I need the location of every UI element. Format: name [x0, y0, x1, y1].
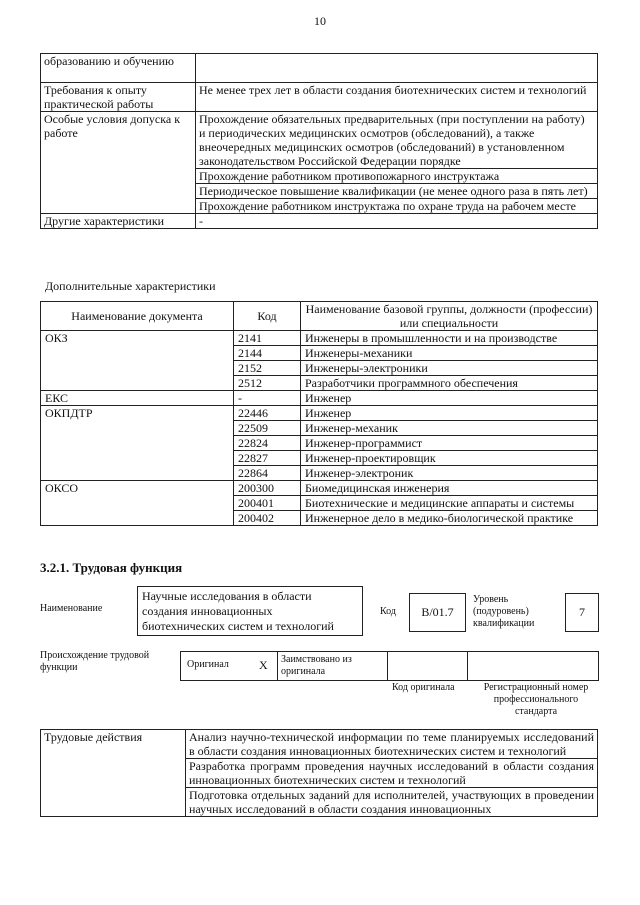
- row-value: Не менее трех лет в области создания биотехнических систем и технологий: [196, 83, 598, 112]
- header-doc: Наименование документа: [41, 302, 234, 331]
- row-value: Прохождение обязательных предварительных (при поступлении на работу) и периодических медицинских осмотров (обследований), а также внеочередных медицинских осмотров (обследований) в установленном законодательством Российской Федерации порядке: [196, 112, 598, 169]
- header-code: Код: [234, 302, 301, 331]
- row-value: Периодическое повышение квалификации (не менее одного раза в пять лет): [196, 184, 598, 199]
- table-header-row: [41, 302, 598, 331]
- code-cell: 2152: [234, 361, 301, 376]
- action-item: Подготовка отдельных заданий для исполнителей, участвующих в проведении научных исследований в области создания инновационных: [186, 788, 598, 817]
- code-cell: 22864: [234, 466, 301, 481]
- doc-name-cell: ОКПДТР: [41, 406, 234, 481]
- table-row: [41, 112, 598, 169]
- origin-label: Происхождение трудовой функции: [40, 650, 150, 673]
- code-original-caption: Код оригинала: [392, 682, 455, 693]
- level-box: 7: [565, 593, 599, 632]
- table-row: [41, 331, 598, 346]
- header-name: Наименование базовой группы, должности (профессии) или специальности: [301, 302, 598, 331]
- occupation-cell: Инженерное дело в медико-биологической практике: [301, 511, 598, 526]
- action-item: Анализ научно-технической информации по теме планируемых исследований в области создания инновационных биотехнических систем и технологий: [186, 730, 598, 759]
- page-number: 10: [314, 14, 326, 28]
- code-cell: 2512: [234, 376, 301, 391]
- doc-name-cell: ЕКС: [41, 391, 234, 406]
- requirements-table: [40, 53, 598, 229]
- code-cell: 200402: [234, 511, 301, 526]
- code-cell: 22827: [234, 451, 301, 466]
- actions-table: [40, 729, 598, 817]
- original-mark: X: [259, 658, 268, 672]
- occupation-cell: Инженер-механик: [301, 421, 598, 436]
- doc-name-cell: ОКСО: [41, 481, 234, 526]
- occupation-cell: Инженер-электроник: [301, 466, 598, 481]
- table-row: [41, 481, 598, 496]
- action-item: Разработка программ проведения научных исследований в области создания инновационных биотехнических систем и технологий: [186, 759, 598, 788]
- origin-box: [180, 651, 599, 681]
- table-row: [41, 406, 598, 421]
- code-cell: -: [234, 391, 301, 406]
- code-cell: 22509: [234, 421, 301, 436]
- occupation-cell: Разработчики программного обеспечения: [301, 376, 598, 391]
- occupation-cell: Биотехнические и медицинские аппараты и системы: [301, 496, 598, 511]
- row-value: Прохождение работником противопожарного инструктажа: [196, 169, 598, 184]
- row-value: -: [196, 214, 598, 229]
- table-row: [41, 83, 598, 112]
- occupation-cell: Инженеры в промышленности и на производстве: [301, 331, 598, 346]
- row-value: [196, 54, 598, 83]
- row-label: Особые условия допуска к работе: [41, 112, 196, 214]
- row-value: Прохождение работником инструктажа по охране труда на рабочем месте: [196, 199, 598, 214]
- level-label: Уровень (подуровень) квалификации: [473, 594, 535, 629]
- name-label: Наименование: [40, 603, 103, 614]
- code-cell: 22446: [234, 406, 301, 421]
- function-name-box: Научные исследования в области создания инновационных биотехнических систем и технологий: [137, 586, 363, 636]
- additional-table: [40, 301, 598, 526]
- function-code-box: B/01.7: [409, 593, 466, 632]
- code-cell: 2141: [234, 331, 301, 346]
- row-label: образованию и обучению: [41, 54, 196, 83]
- code-cell: 22824: [234, 436, 301, 451]
- row-label: Требования к опыту практической работы: [41, 83, 196, 112]
- occupation-cell: Инженеры-электроники: [301, 361, 598, 376]
- occupation-cell: Инженер-проектировщик: [301, 451, 598, 466]
- additional-heading: Дополнительные характеристики: [45, 279, 216, 293]
- table-row: [41, 730, 598, 759]
- code-cell: 200401: [234, 496, 301, 511]
- original-label: Оригинал: [187, 659, 229, 670]
- occupation-cell: Инженер: [301, 406, 598, 421]
- occupation-cell: Биомедицинская инженерия: [301, 481, 598, 496]
- code-cell: 2144: [234, 346, 301, 361]
- table-row: [41, 54, 598, 83]
- row-label: Другие характеристики: [41, 214, 196, 229]
- table-row: [41, 214, 598, 229]
- code-cell: 200300: [234, 481, 301, 496]
- doc-name-cell: ОКЗ: [41, 331, 234, 391]
- actions-label: Трудовые действия: [41, 730, 186, 817]
- occupation-cell: Инженеры-механики: [301, 346, 598, 361]
- occupation-cell: Инженер: [301, 391, 598, 406]
- table-body: [41, 331, 598, 526]
- borrowed-label: Заимствовано из оригинала: [281, 654, 352, 677]
- occupation-cell: Инженер-программист: [301, 436, 598, 451]
- table-row: [41, 391, 598, 406]
- section-title: 3.2.1. Трудовая функция: [40, 560, 183, 575]
- reg-number-caption: Регистрационный номер профессионального стандарта: [483, 682, 589, 717]
- code-label: Код: [380, 606, 396, 617]
